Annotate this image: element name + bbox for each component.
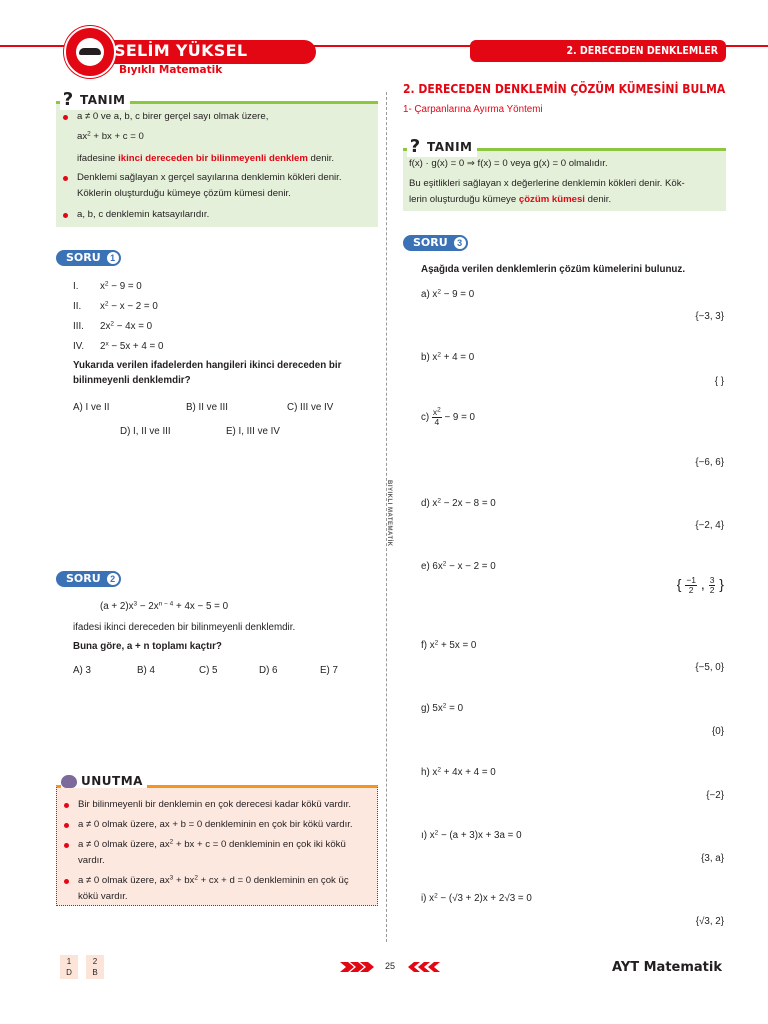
soru3-answer-a: {−3, 3} [695, 311, 724, 322]
soru1-item-4-label: IV. [73, 341, 85, 352]
soru1-option-e[interactable]: E) I, III ve IV [226, 426, 280, 437]
unutma-title: UNUTMA [81, 774, 143, 788]
bullet-icon [63, 176, 68, 181]
soru1-item-4: $2^x - 5x + 4 = 0$ [100, 340, 164, 352]
brand-title: SELİM YÜKSEL [114, 41, 248, 60]
soru3-answer-f: {−5, 0} [695, 662, 724, 673]
soru3-eq-e: e) $6x^2 - x - 2 = 0$ [421, 560, 496, 572]
soru3-eq-b: b) $x^2 + 4 = 0$ [421, 351, 475, 363]
soru2-question: Buna göre, a + n toplamı kaçtır? [73, 641, 222, 652]
soru2-line-2: ifadesi ikinci dereceden bir bilinmeyenli denklemdir. [73, 622, 296, 633]
soru3-eq-h: h) $x^2 + 4x + 4 = 0$ [421, 766, 496, 778]
soru1-question-1: Yukarıda verilen ifadelerden hangileri ikinci dereceden bir [73, 360, 342, 371]
unutma-line-3b: vardır. [78, 855, 105, 866]
soru1-item-2-label: II. [73, 301, 82, 312]
soru1-item-3: $2x^2 - 4x = 0$ [100, 320, 153, 332]
tanim-line-3: ifadesine ikinci dereceden bir bilinmeyenli denklem denir. [77, 153, 335, 164]
bullet-icon [63, 213, 68, 218]
soru3-eq-f: f) $x^2 + 5x = 0$ [421, 639, 477, 651]
spine-label: BIYIKLI MATEMATİK [386, 480, 392, 547]
subsection-heading: 1- Çarpanlarına Ayırma Yöntemi [403, 104, 543, 115]
bullet-icon [64, 843, 69, 848]
soru3-intro: Aşağıda verilen denklemlerin çözüm kümelerini bulunuz. [421, 264, 686, 275]
soru1-item-1-label: I. [73, 281, 79, 292]
soru3-answer-i: {√3, 2} [695, 916, 724, 927]
page-number: 25 [385, 961, 396, 971]
soru1-item-1: $x^2 - 9 = 0$ [100, 280, 142, 292]
soru1-option-d[interactable]: D) I, II ve III [120, 426, 171, 437]
soru2-option-d[interactable]: D) 6 [259, 665, 278, 676]
footer-brand: AYT Matematik [612, 960, 722, 975]
tanim-line-6: a, b, c denklemin katsayılarıdır. [77, 209, 210, 220]
soru1-option-b[interactable]: B) II ve III [186, 402, 228, 413]
tanim-right-line-1: f(x) · g(x) = 0 ⇒ f(x) = 0 veya g(x) = 0 olmalıdır. [409, 158, 608, 169]
soru3-eq-d: d) $x^2 - 2x - 8 = 0$ [421, 497, 496, 509]
soru2-option-a[interactable]: A) 3 [73, 665, 91, 676]
tanim-line-5: Köklerin oluşturduğu kümeye çözüm kümesi denir. [77, 188, 291, 199]
mustache-logo-icon [64, 26, 116, 78]
bullet-icon [64, 879, 69, 884]
brain-icon [61, 775, 77, 788]
unutma-header [61, 774, 147, 788]
unutma-line-2: a ≠ 0 olmak üzere, ax + b = 0 denkleminin en çok bir kökü vardır. [78, 819, 353, 830]
soru3-eq-g: g) $5x^2 = 0$ [421, 702, 464, 714]
tanim-title-right: TANIM [427, 140, 473, 154]
bullet-icon [64, 823, 69, 828]
brand-subtitle: Bıyıklı Matematik [119, 64, 223, 76]
soru3-eq-c: c) $\frac{x^2}{4}$ − 9 = 0 [421, 406, 475, 427]
unutma-box [56, 774, 378, 906]
soru2-option-c[interactable]: C) 5 [199, 665, 218, 676]
question-mark-icon: ? [62, 89, 74, 110]
soru3-answer-c: {−6, 6} [695, 457, 724, 468]
brand-logo [64, 26, 324, 82]
soru3-eq-i-dotless: ı) $x^2 - (a + 3)x + 3a = 0$ [421, 829, 522, 841]
tanim-box-left [56, 89, 378, 227]
chapter-tab: 2. DERECEDEN DENKLEMLER [470, 40, 726, 62]
tanim-line-4: Denklemi sağlayan x gerçel sayılarına denklemin kökleri denir. [77, 172, 342, 183]
footer-chevron-left-icon [340, 962, 374, 972]
tanim-right-line-3: lerin oluşturduğu kümeye çözüm kümesi denir. [409, 194, 612, 205]
soru1-option-a[interactable]: A) I ve II [73, 402, 110, 413]
soru3-answer-h: {−2} [706, 790, 724, 801]
answer-key-1: 1 D [60, 955, 78, 979]
soru3-answer-d: {−2, 4} [695, 520, 724, 531]
answer-key-2: 2 B [86, 955, 104, 979]
soru1-item-2: $x^2 - x - 2 = 0$ [100, 300, 158, 312]
soru1-question-2: bilinmeyenli denklemdir? [73, 375, 191, 386]
tanim-title: TANIM [80, 93, 126, 107]
unutma-line-3: a ≠ 0 olmak üzere, $ax^2$ + bx + c = 0 denkleminin en çok iki kökü [78, 838, 346, 850]
soru3-answer-b: { } [714, 376, 724, 387]
soru3-eq-i: i) $x^2 - (√3 + 2)x + 2√3 = 0$ [421, 892, 532, 904]
soru-3-badge: SORU 3 [403, 234, 482, 251]
footer-chevron-right-icon [406, 962, 440, 972]
unutma-line-4: a ≠ 0 olmak üzere, $ax^3 + bx^2$ + cx + d = 0 denkleminin en çok üç [78, 874, 349, 886]
tanim-header-right [407, 137, 477, 157]
question-mark-icon: ? [409, 136, 421, 157]
tanim-line-1: a ≠ 0 ve a, b, c birer gerçel sayı olmak üzere, [77, 111, 269, 122]
soru2-option-b[interactable]: B) 4 [137, 665, 155, 676]
soru1-option-c[interactable]: C) III ve IV [287, 402, 334, 413]
soru3-answer-e: { $\frac{-1}{2}$ , $\frac{3}{2}$ } [676, 575, 724, 595]
unutma-line-1: Bir bilinmeyenli bir denklemin en çok derecesi kadar kökü vardır. [78, 799, 352, 810]
soru-2-badge: SORU 2 [56, 570, 135, 587]
tanim-right-line-2: Bu eşitlikleri sağlayan x değerlerine denklemin kökleri denir. Kök- [409, 178, 685, 189]
soru2-equation: $(a + 2)x^3 - 2x^{n - 4} + 4x - 5 = 0$ [100, 600, 229, 612]
tanim-equation: $ax^2$ + bx + c = 0 [77, 130, 144, 142]
soru1-item-3-label: III. [73, 321, 84, 332]
soru3-answer-g: {0} [712, 726, 724, 737]
soru2-option-e[interactable]: E) 7 [320, 665, 338, 676]
tanim-header [60, 90, 130, 110]
section-heading: 2. DERECEDEN DENKLEMİN ÇÖZÜM KÜMESİNİ BULMA [403, 82, 726, 96]
soru3-eq-a: a) $x^2 - 9 = 0$ [421, 288, 475, 300]
tanim-box-right [403, 136, 726, 211]
bullet-icon [64, 803, 69, 808]
soru3-answer-i-dotless: {3, a} [701, 853, 724, 864]
soru-1-badge: SORU 1 [56, 249, 135, 266]
bullet-icon [63, 115, 68, 120]
unutma-line-4b: kökü vardır. [78, 891, 128, 902]
